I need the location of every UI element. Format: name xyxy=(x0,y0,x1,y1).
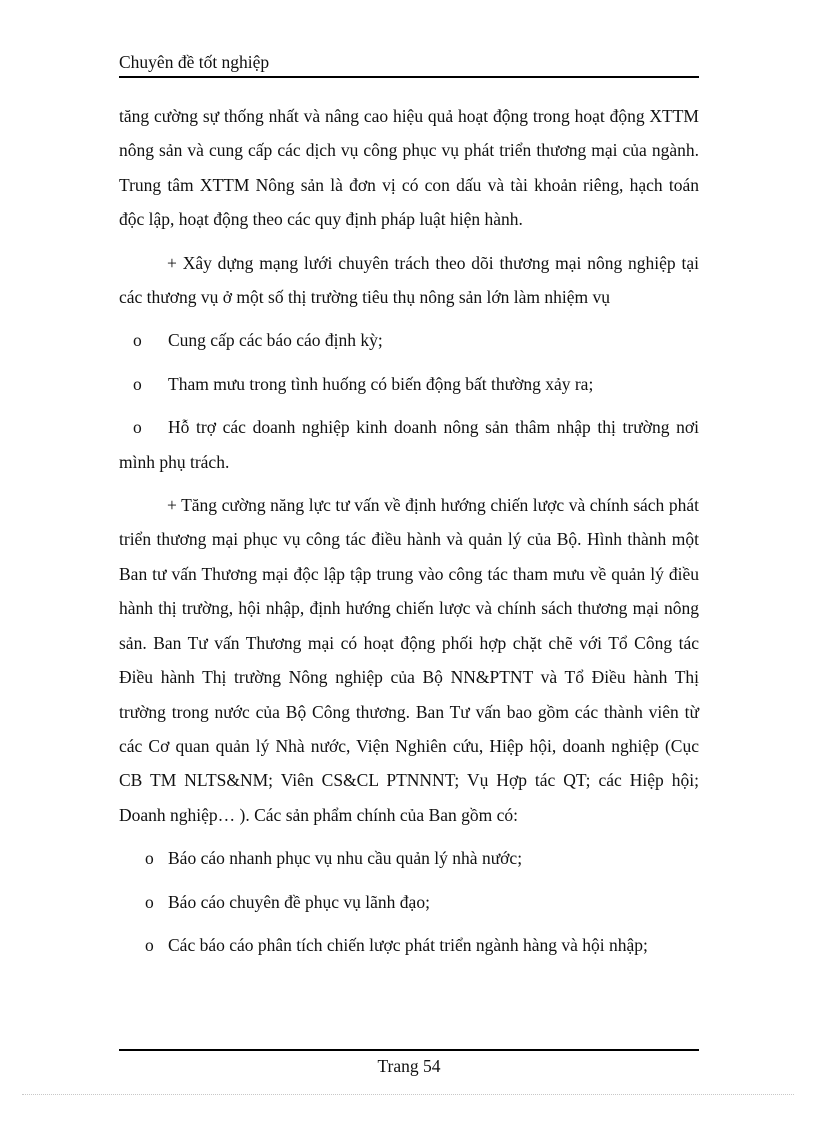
list-item xyxy=(119,410,699,479)
list-item-text: Báo cáo chuyên đề phục vụ lãnh đạo; xyxy=(168,891,430,912)
bullet-marker: o xyxy=(145,934,154,955)
bullet-list-1 xyxy=(119,323,699,479)
bullet-list-2 xyxy=(119,841,699,962)
list-item-text: Cung cấp các báo cáo định kỳ; xyxy=(168,330,383,351)
page-footer xyxy=(119,1049,699,1081)
document-body xyxy=(119,99,699,962)
header-title: Chuyên đề tốt nghiệp xyxy=(119,52,270,72)
list-item xyxy=(119,885,699,919)
page-header xyxy=(119,50,699,78)
paragraph-3: + Tăng cường năng lực tư vấn về định hướng chiến lược và chính sách phát triển thương mại phục vụ công tác điều hành và quản lý của Bộ. Hình thành một Ban tư vấn Thương mại độc lập tập trung vào công tác tham mưu về quản lý điều hành thị trường, hội nhập, định hướng chiến lược và chính sách thương mại nông sản. Ban Tư vấn Thương mại có hoạt động phối hợp chặt chẽ với Tổ Công tác Điều hành Thị trường Nông nghiệp của Bộ NN&PTNT và Tổ Điều hành Thị trường trong nước của Bộ Công thương. Ban Tư vấn bao gồm các thành viên từ các Cơ quan quản lý Nhà nước, Viện Nghiên cứu, Hiệp hội, doanh nghiệp (Cục CB TM NLTS&NM; Viên CS&CL PTNNNT; Vụ Hợp tác QT; các Hiệp hội; Doanh nghiệp… ). Các sản phẩm chính của Ban gồm có: xyxy=(119,495,699,825)
bullet-marker: o xyxy=(133,330,142,351)
list-item xyxy=(119,841,699,875)
list-item xyxy=(119,323,699,357)
page-edge-divider xyxy=(22,1094,794,1095)
list-item xyxy=(119,367,699,401)
page-number: Trang 54 xyxy=(377,1056,441,1076)
list-item-text: Hỗ trợ các doanh nghiệp kinh doanh nông sản thâm nhập thị trường nơi mình phụ trách. xyxy=(119,417,699,472)
bullet-marker: o xyxy=(145,848,154,869)
list-item-text: Báo cáo nhanh phục vụ nhu cầu quản lý nhà nước; xyxy=(168,848,523,869)
list-item-text: Các báo cáo phân tích chiến lược phát triển ngành hàng và hội nhập; xyxy=(168,934,648,955)
paragraph-2: + Xây dựng mạng lưới chuyên trách theo dõi thương mại nông nghiệp tại các thương vụ ở một số thị trường tiêu thụ nông sản lớn làm nhiệm vụ xyxy=(119,252,699,308)
paragraph-1: tăng cường sự thống nhất và nâng cao hiệu quả hoạt động trong hoạt động XTTM nông sản và cung cấp các dịch vụ công phục vụ phát triển thương mại của ngành. Trung tâm XTTM Nông sản là đơn vị có con dấu và tài khoản riêng, hạch toán độc lập, hoạt động theo các quy định pháp luật hiện hành. xyxy=(119,106,699,230)
bullet-marker: o xyxy=(133,373,142,394)
list-item-text: Tham mưu trong tình huống có biến động bất thường xảy ra; xyxy=(168,373,594,394)
bullet-marker: o xyxy=(145,891,154,912)
list-item xyxy=(119,928,699,962)
bullet-marker: o xyxy=(133,417,142,438)
